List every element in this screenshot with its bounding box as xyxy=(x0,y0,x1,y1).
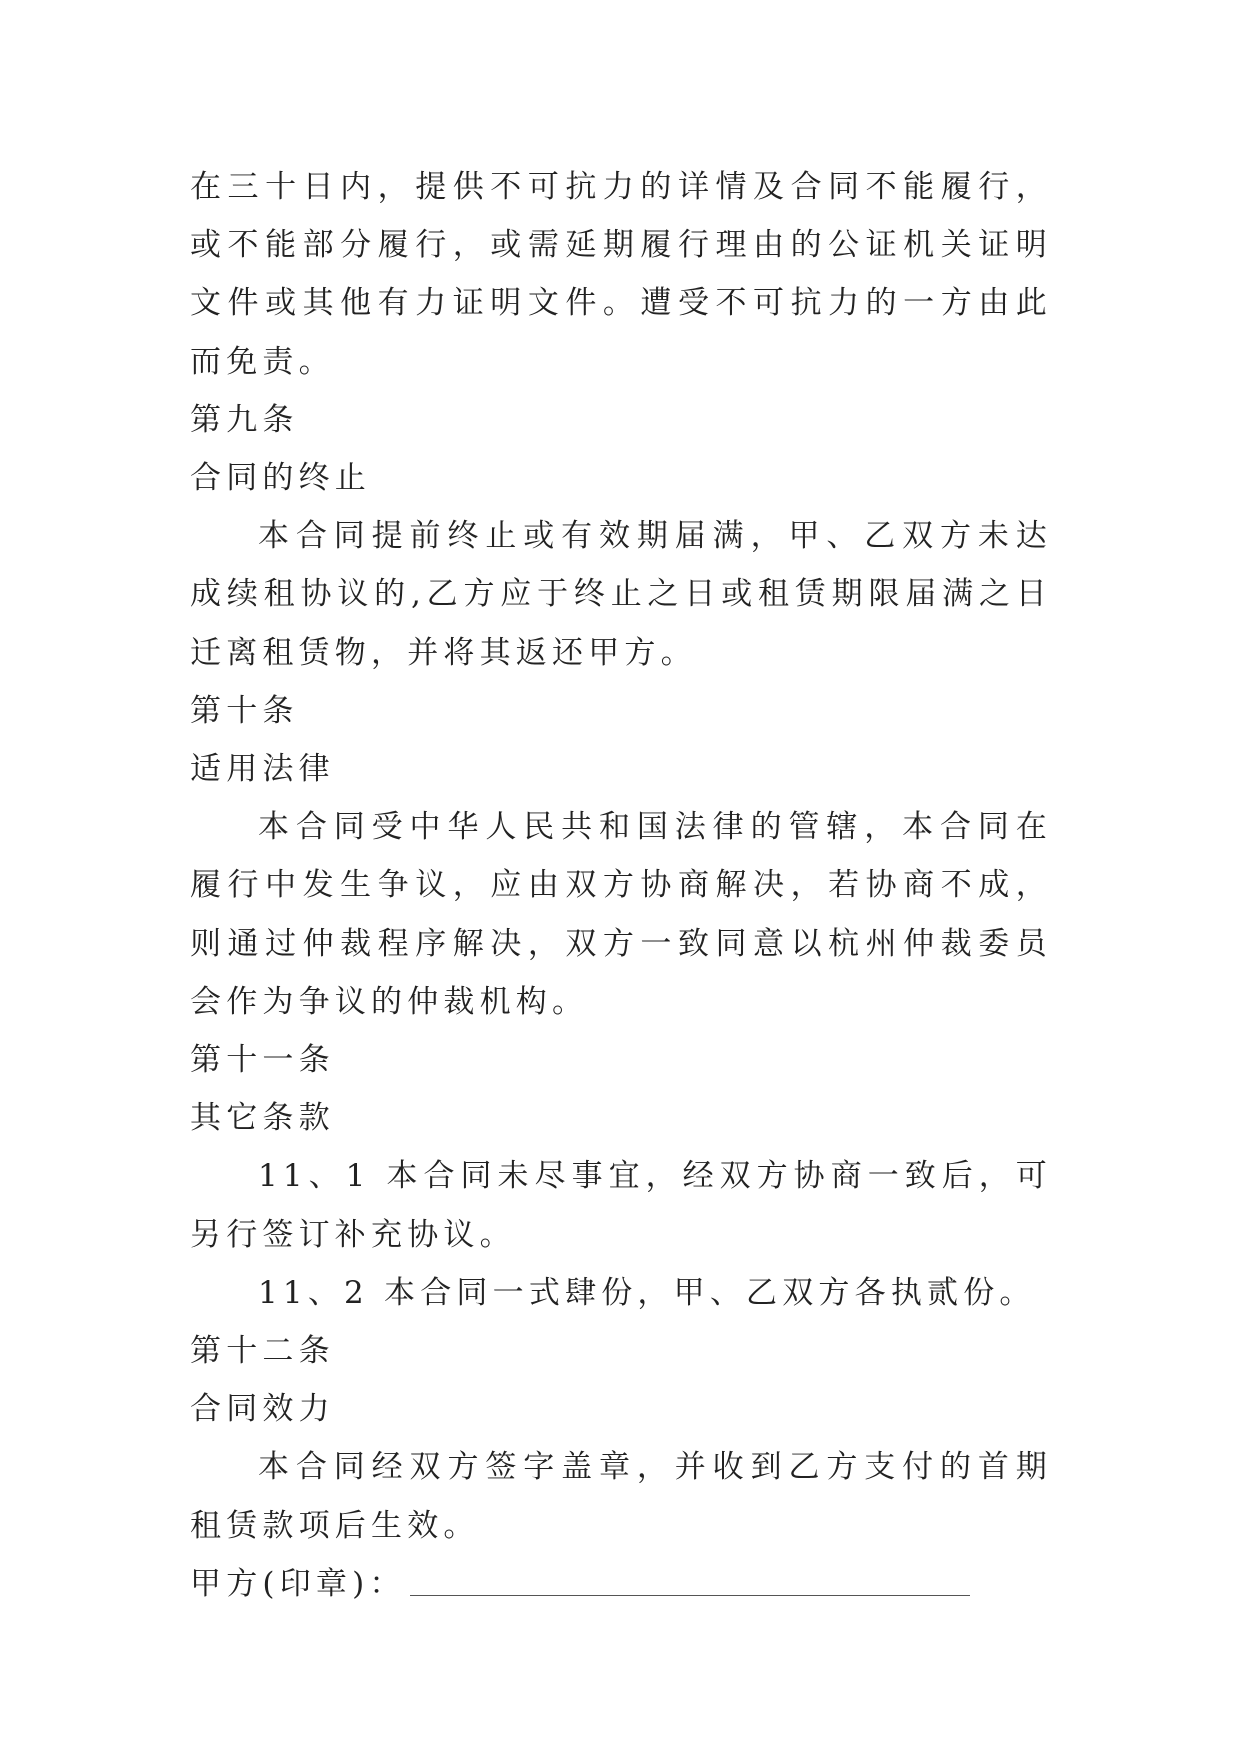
paragraph-effectiveness: 本合同经双方签字盖章，并收到乙方支付的首期租赁款项后生效。 xyxy=(190,1449,1052,1544)
article-nine-heading: 第九条 xyxy=(190,401,299,438)
paragraph-termination: 本合同提前终止或有效期届满，甲、乙双方未达成续租协议的,乙方应于终止之日或租赁期限届满之日迁离租赁物，并将其返还甲方。 xyxy=(190,518,1052,671)
article-nine-title: 合同的终止 xyxy=(190,460,371,497)
article-twelve-title: 合同效力 xyxy=(190,1391,335,1428)
signature-blank-underline xyxy=(410,1594,970,1596)
paragraph-applicable-law: 本合同受中华人民共和国法律的管辖，本合同在履行中发生争议，应由双方协商解决，若协商不成，则通过仲裁程序解决，双方一致同意以杭州仲裁委员会作为争议的仲裁机构。 xyxy=(190,809,1052,1020)
article-ten-heading: 第十条 xyxy=(190,692,299,729)
contract-body xyxy=(190,158,1052,1613)
article-twelve-heading: 第十二条 xyxy=(190,1333,335,1370)
article-eleven-title: 其它条款 xyxy=(190,1100,335,1137)
clause-11-2: 11、2 本合同一式肆份，甲、乙双方各执贰份。 xyxy=(258,1274,1036,1311)
party-a-signature-line xyxy=(190,1555,1052,1613)
party-a-seal-label: 甲方(印章)： xyxy=(190,1565,406,1602)
article-eleven-heading: 第十一条 xyxy=(190,1042,335,1079)
article-ten-title: 适用法律 xyxy=(190,751,335,788)
clause-11-1: 11、1 本合同未尽事宜，经双方协商一致后，可另行签订补充协议。 xyxy=(190,1158,1052,1253)
paragraph-force-majeure-continued: 在三十日内，提供不可抗力的详情及合同不能履行，或不能部分履行，或需延期履行理由的公证机关证明文件或其他有力证明文件。遭受不可抗力的一方由此而免责。 xyxy=(190,169,1052,380)
